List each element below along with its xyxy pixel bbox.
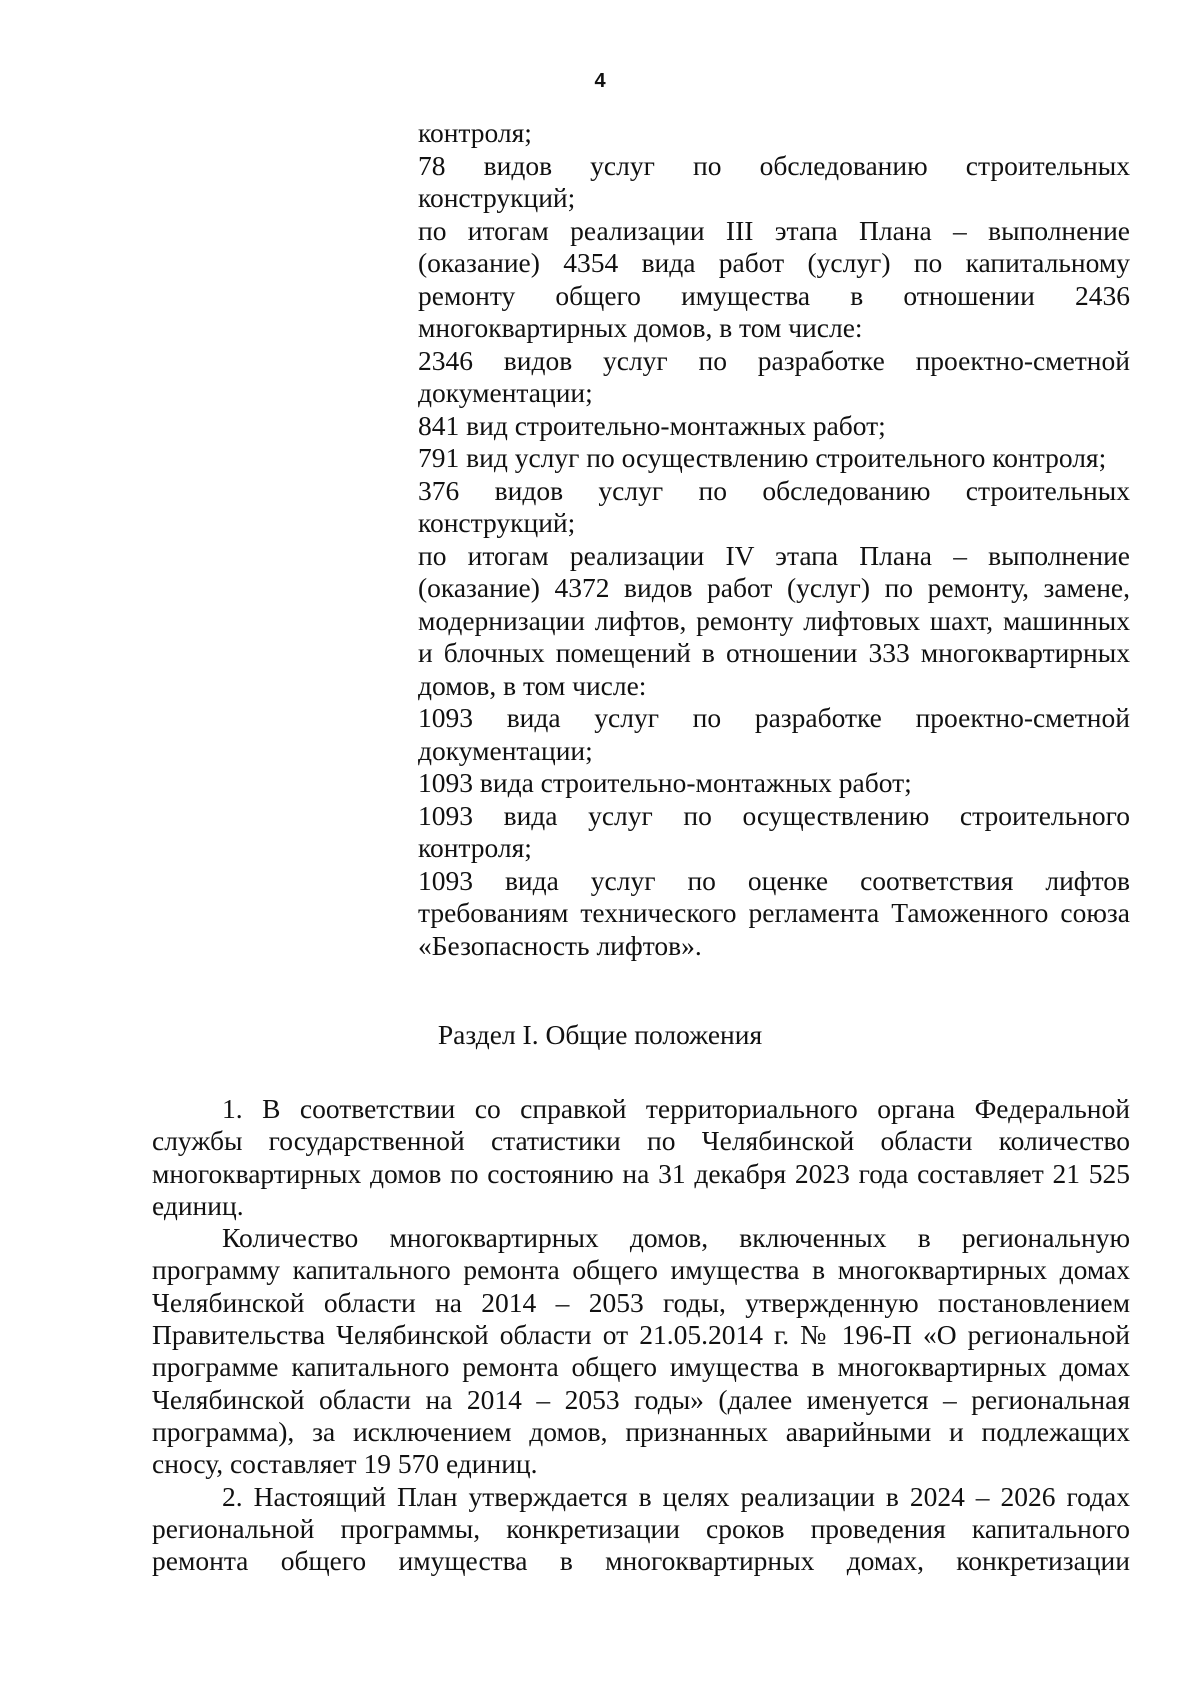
list-item: 1093 вида услуг по оценке соответствия лифтов требованиям технического регламента Таможенного союза «Безопасность лифтов». <box>418 864 1130 961</box>
section-heading: Раздел I. Общие положения <box>437 1019 763 1050</box>
list-item: 1093 вида услуг по разработке проектно-сметной документации; <box>418 702 1130 766</box>
list-item: 841 вид строительно-монтажных работ; <box>418 409 886 441</box>
section-body <box>152 1093 1130 1577</box>
page-number: 4 <box>594 70 606 92</box>
work-volume-list <box>418 117 1130 962</box>
body-paragraph: 2. Настоящий План утверждается в целях реализации в 2024 – 2026 годах региональной программы, конкретизации сроков проведения капитального ремонта общего имущества в многоквартирных домах, конкретизации <box>152 1480 1130 1577</box>
body-paragraph: Количество многоквартирных домов, включенных в региональную программу капитального ремонта общего имущества в многоквартирных домах Челябинской области на 2014 – 2053 годы, утвержденную постановлением Правительства Челябинской области от 21.05.2014 г. № 196-П «О региональной программе капитального ремонта общего имущества в многоквартирных домах Челябинской области на 2014 – 2053 годы» (далее именуется – региональная программа), за исключением домов, признанных аварийными и подлежащих сносу, составляет 19 570 единиц. <box>152 1222 1130 1480</box>
list-item: по итогам реализации IV этапа Плана – выполнение (оказание) 4372 видов работ (услуг) по ремонту, замене, модернизации лифтов, ремонту лифтовых шахт, машинных и блочных помещений в отношении 333 многоквартирных домов, в том числе: <box>418 539 1130 701</box>
list-item: по итогам реализации III этапа Плана – выполнение (оказание) 4354 вида работ (услуг) по капитальному ремонту общего имущества в отношении 2436 многоквартирных домов, в том числе: <box>418 214 1130 343</box>
list-item: 2346 видов услуг по разработке проектно-сметной документации; <box>418 344 1130 408</box>
list-item: 791 вид услуг по осуществлению строительного контроля; <box>418 442 1107 473</box>
body-paragraph: 1. В соответствии со справкой территориального органа Федеральной службы государственной статистики по Челябинской области количество многоквартирных домов по состоянию на 31 декабря 2023 года составляет 21 525 единиц. <box>152 1093 1130 1221</box>
list-item: 1093 вида услуг по осуществлению строительного контроля; <box>418 799 1130 863</box>
list-item: 376 видов услуг по обследованию строительных конструкций; <box>418 474 1130 538</box>
list-item: контроля; <box>418 117 532 148</box>
list-item: 1093 вида строительно-монтажных работ; <box>418 767 912 798</box>
list-item: 78 видов услуг по обследованию строительных конструкций; <box>418 149 1130 213</box>
